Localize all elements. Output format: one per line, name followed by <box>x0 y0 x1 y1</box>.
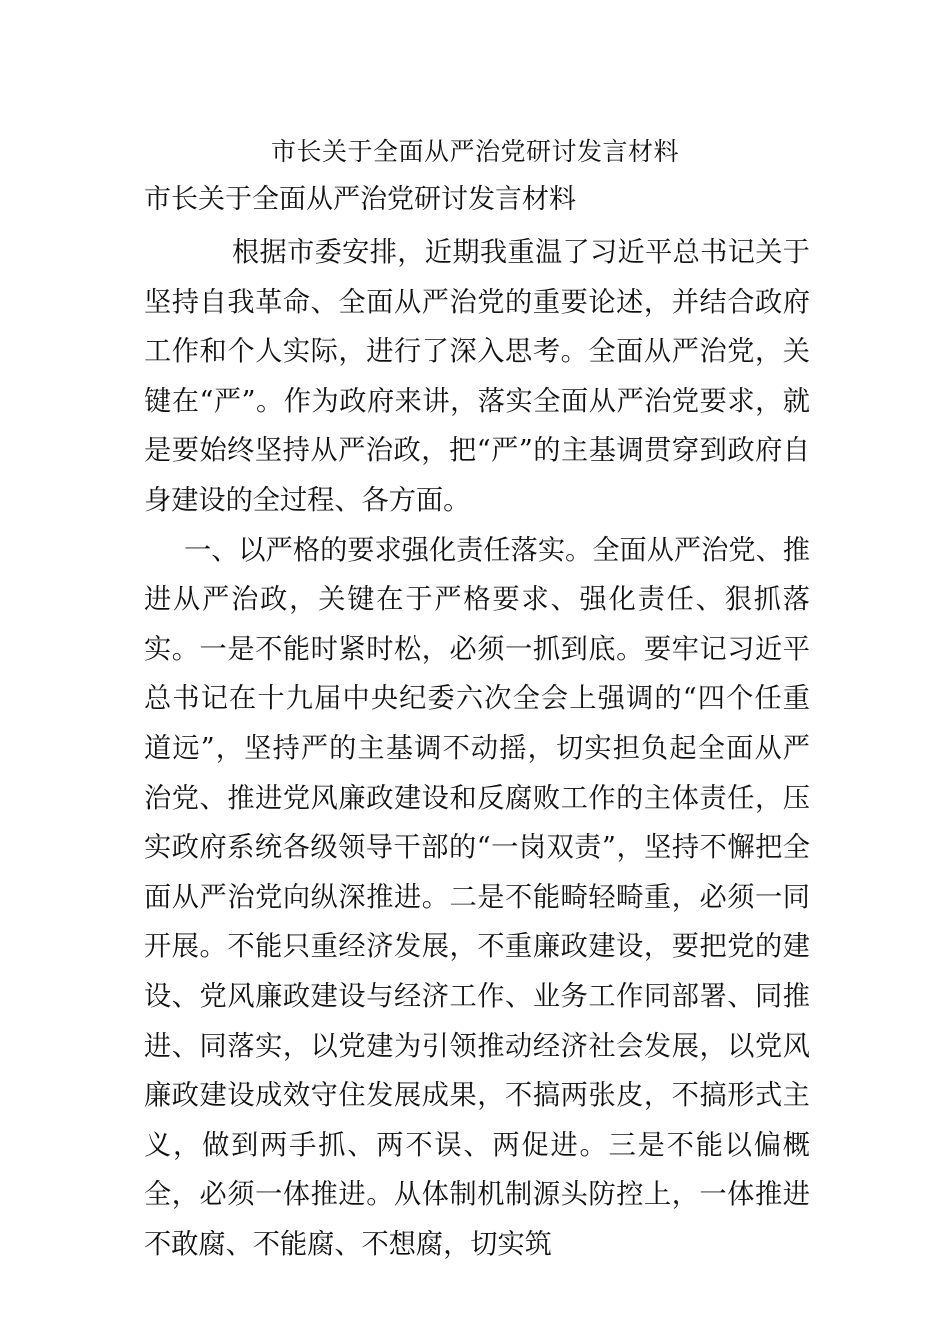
paragraph-intro: 根据市委安排，近期我重温了习近平总书记关于坚持自我革命、全面从严治党的重要论述，并结合政府工作和个人实际，进行了深入思考。全面从严治党，关键在“严”。作为政府来讲，落实全面从严治党要求，就是要始终坚持从严治政，把“严”的主基调贯穿到政府自身建设的全过程、各方面。 <box>144 237 810 516</box>
paragraph-section-one: 一、以严格的要求强化责任落实。全面从严治党、推进从严治政，关键在于严格要求、强化责任、狠抓落实。一是不能时紧时松，必须一抓到底。要牢记习近平总书记在十九届中央纪委六次全会上强调的“四个任重道远”，坚持严的主基调不动摇，切实担负起全面从严治党、推进党风廉政建设和反腐败工作的主体责任，压实政府系统各级领导干部的“一岗双责”，坚持不懈把全面从严治党向纵深推进。二是不能畸轻畸重，必须一同开展。不能只重经济发展，不重廉政建设，要把党的建设、党风廉政建设与经济工作、业务工作同部署、同推进、同落实，以党建为引领推动经济社会发展，以党风廉政建设成效守住发展成果，不搞两张皮，不搞形式主义，做到两手抓、两不误、两促进。三是不能以偏概全，必须一体推进。从体制机制源头防控上，一体推进不敢腐、不能腐、不想腐，切实筑 <box>144 534 810 1260</box>
document-title: 市长关于全面从严治党研讨发言材料 <box>270 137 679 166</box>
document-subtitle: 市长关于全面从严治党研讨发言材料 <box>144 184 576 215</box>
document-body <box>144 228 810 1269</box>
